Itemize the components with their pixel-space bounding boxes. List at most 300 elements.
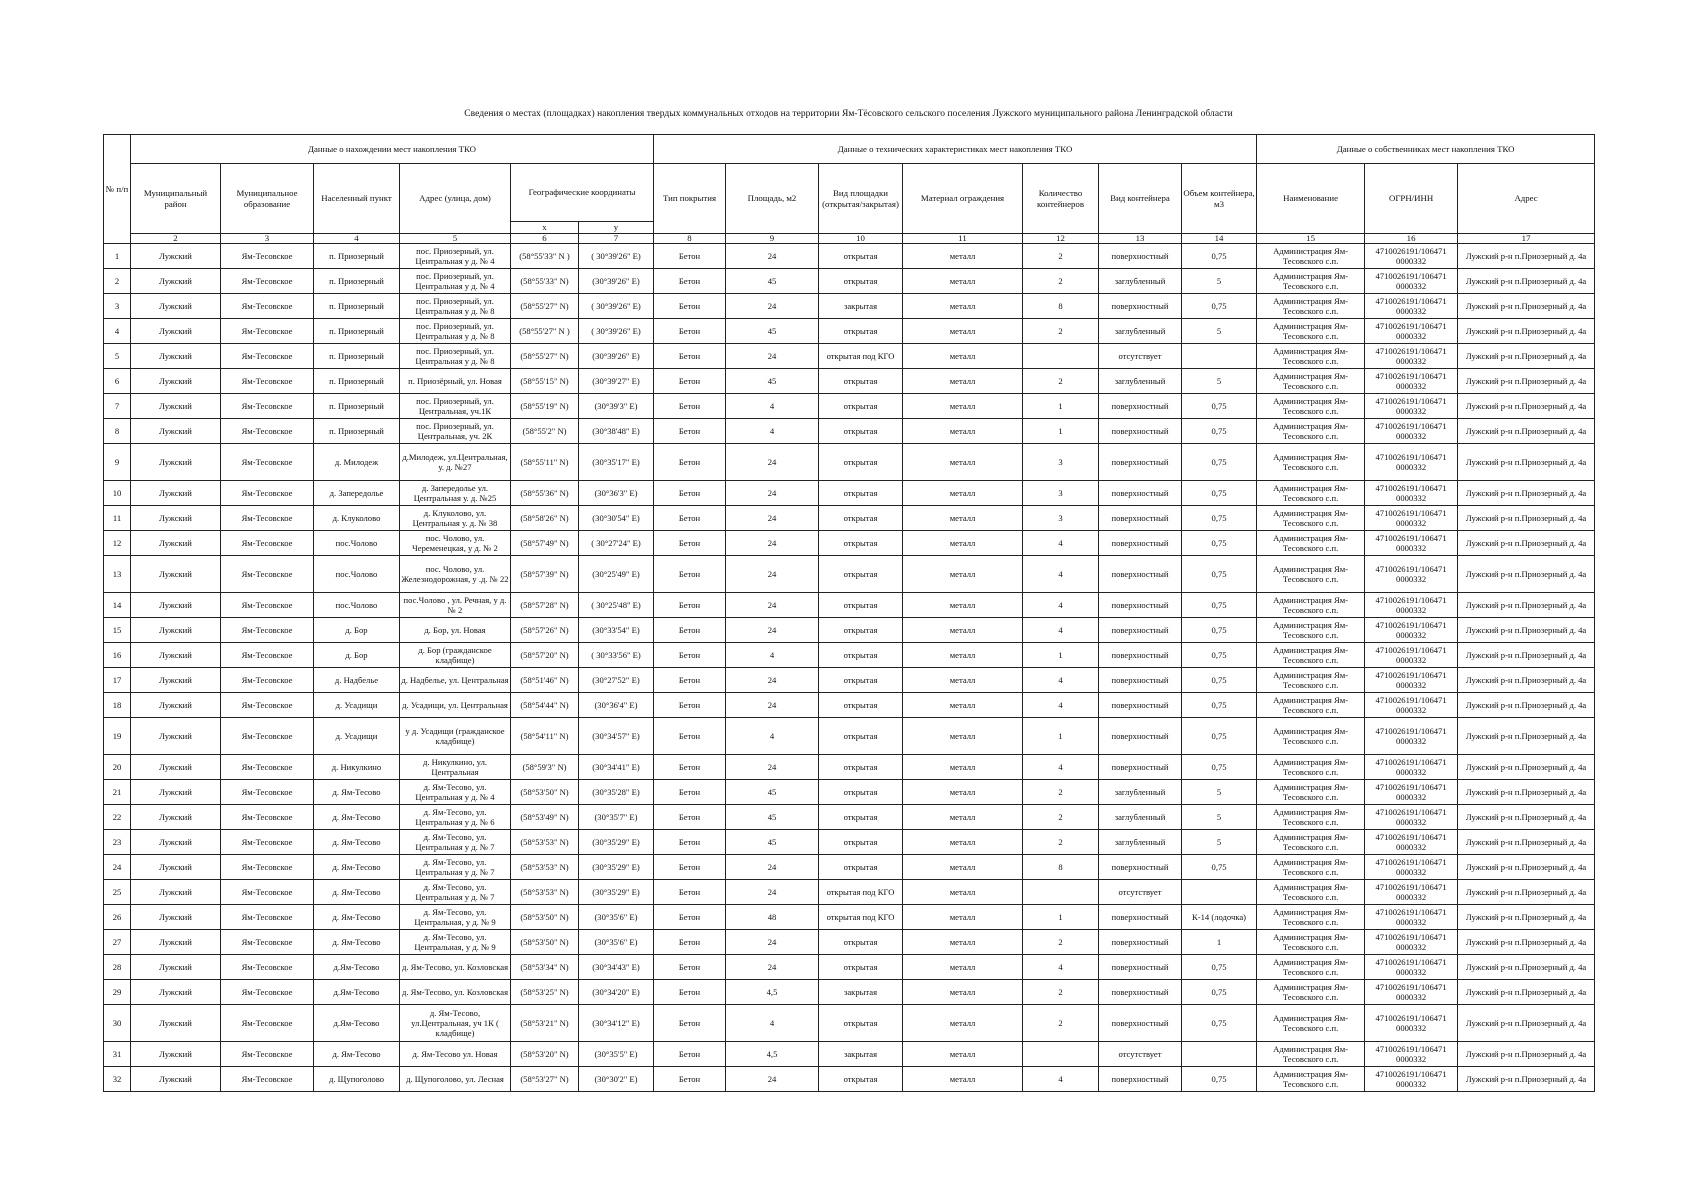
column-number: 9: [726, 234, 819, 244]
cell-owner-name: Администрация Ям-Тесовского с.п.: [1257, 1005, 1365, 1042]
col-container-type: Вид контейнера: [1099, 164, 1182, 234]
cell-num: 31: [104, 1042, 131, 1067]
table-row: [104, 556, 1595, 593]
cell-fence: металл: [903, 394, 1023, 419]
cell-num: 8: [104, 419, 131, 444]
cell-volume: 0,75: [1182, 668, 1257, 693]
cell-area: 24: [726, 618, 819, 643]
cell-owner-address: Лужский р-н п.Приозерный д. 4а: [1458, 1005, 1595, 1042]
cell-municipality: Ям-Тесовское: [221, 294, 314, 319]
cell-num: 16: [104, 643, 131, 668]
cell-owner-address: Лужский р-н п.Приозерный д. 4а: [1458, 319, 1595, 344]
cell-volume: [1182, 1042, 1257, 1067]
cell-container-type: заглубленный: [1099, 319, 1182, 344]
cell-coord-x: (58°55'33" N ): [511, 244, 579, 269]
cell-num: 12: [104, 531, 131, 556]
cell-num: 5: [104, 344, 131, 369]
cell-fence: металл: [903, 1042, 1023, 1067]
cell-settlement: пос.Чолово: [314, 593, 400, 618]
cell-site-type: открытая: [819, 269, 903, 294]
cell-area: 24: [726, 693, 819, 718]
cell-num: 15: [104, 618, 131, 643]
cell-ogrn: 4710026191/106471 0000332: [1365, 955, 1458, 980]
col-settlement: Населенный пункт: [314, 164, 400, 234]
cell-coord-y: (30°30'54" E): [579, 506, 654, 531]
cell-area: 4: [726, 419, 819, 444]
cell-volume: 0,75: [1182, 531, 1257, 556]
cell-container-type: поверхностный: [1099, 618, 1182, 643]
cell-count: 1: [1023, 905, 1099, 930]
cell-count: 2: [1023, 805, 1099, 830]
cell-count: 2: [1023, 319, 1099, 344]
cell-settlement: д. Усадищи: [314, 718, 400, 755]
cell-coord-x: (58°53'21" N): [511, 1005, 579, 1042]
table-row: [104, 980, 1595, 1005]
cell-volume: 0,75: [1182, 593, 1257, 618]
cell-address: д. Запередолье ул. Центральная у. д. №25: [400, 481, 511, 506]
cell-owner-name: Администрация Ям-Тесовского с.п.: [1257, 855, 1365, 880]
cell-municipality: Ям-Тесовское: [221, 905, 314, 930]
cell-site-type: открытая: [819, 955, 903, 980]
cell-municipality: Ям-Тесовское: [221, 880, 314, 905]
cell-area: 24: [726, 880, 819, 905]
cell-site-type: открытая: [819, 506, 903, 531]
column-number: 6: [511, 234, 579, 244]
cell-count: 2: [1023, 369, 1099, 394]
cell-settlement: д. Запередолье: [314, 481, 400, 506]
cell-site-type: открытая: [819, 755, 903, 780]
cell-owner-address: Лужский р-н п.Приозерный д. 4а: [1458, 855, 1595, 880]
cell-container-type: поверхностный: [1099, 419, 1182, 444]
cell-volume: [1182, 344, 1257, 369]
cell-municipality: Ям-Тесовское: [221, 531, 314, 556]
cell-container-type: поверхностный: [1099, 855, 1182, 880]
cell-fence: металл: [903, 556, 1023, 593]
cell-cover: Бетон: [654, 444, 726, 481]
cell-owner-name: Администрация Ям-Тесовского с.п.: [1257, 593, 1365, 618]
cell-volume: 0,75: [1182, 244, 1257, 269]
cell-site-type: открытая: [819, 930, 903, 955]
cell-address: д. Ям-Тесово, ул. Козловская: [400, 980, 511, 1005]
cell-address: пос. Приозерный, ул. Центральная, уч.1К: [400, 394, 511, 419]
cell-cover: Бетон: [654, 1042, 726, 1067]
cell-ogrn: 4710026191/106471 0000332: [1365, 1067, 1458, 1092]
cell-num: 26: [104, 905, 131, 930]
cell-owner-address: Лужский р-н п.Приозерный д. 4а: [1458, 481, 1595, 506]
cell-settlement: д. Ям-Тесово: [314, 780, 400, 805]
cell-municipality: Ям-Тесовское: [221, 693, 314, 718]
cell-ogrn: 4710026191/106471 0000332: [1365, 980, 1458, 1005]
cell-owner-address: Лужский р-н п.Приозерный д. 4а: [1458, 668, 1595, 693]
cell-coord-x: (58°57'28" N): [511, 593, 579, 618]
cell-num: 30: [104, 1005, 131, 1042]
cell-owner-address: Лужский р-н п.Приозерный д. 4а: [1458, 269, 1595, 294]
cell-coord-x: (58°53'50" N): [511, 780, 579, 805]
cell-container-type: отсутствует: [1099, 880, 1182, 905]
cell-cover: Бетон: [654, 780, 726, 805]
table-row: [104, 618, 1595, 643]
cell-cover: Бетон: [654, 755, 726, 780]
cell-num: 18: [104, 693, 131, 718]
cell-num: 2: [104, 269, 131, 294]
cell-num: 29: [104, 980, 131, 1005]
cell-settlement: п. Приозерный: [314, 369, 400, 394]
cell-settlement: д. Ям-Тесово: [314, 880, 400, 905]
cell-container-type: поверхностный: [1099, 506, 1182, 531]
cell-ogrn: 4710026191/106471 0000332: [1365, 693, 1458, 718]
cell-num: 20: [104, 755, 131, 780]
col-x: x: [511, 222, 579, 234]
cell-coord-x: (58°53'53" N): [511, 830, 579, 855]
cell-fence: металл: [903, 693, 1023, 718]
cell-area: 45: [726, 319, 819, 344]
cell-count: 2: [1023, 780, 1099, 805]
cell-coord-x: (58°55'33" N): [511, 269, 579, 294]
table-row: [104, 780, 1595, 805]
table-row: [104, 1005, 1595, 1042]
cell-coord-x: (58°53'53" N): [511, 880, 579, 905]
cell-address: пос. Приозерный, ул. Центральная у д. № 4: [400, 244, 511, 269]
cell-cover: Бетон: [654, 880, 726, 905]
cell-municipality: Ям-Тесовское: [221, 419, 314, 444]
table-row: [104, 955, 1595, 980]
cell-owner-name: Администрация Ям-Тесовского с.п.: [1257, 643, 1365, 668]
cell-container-type: заглубленный: [1099, 369, 1182, 394]
cell-coord-x: (58°53'25" N): [511, 980, 579, 1005]
cell-address: у д. Усадищи (гражданское кладбище): [400, 718, 511, 755]
cell-cover: Бетон: [654, 244, 726, 269]
cell-num: 10: [104, 481, 131, 506]
table-row: [104, 419, 1595, 444]
cell-owner-name: Администрация Ям-Тесовского с.п.: [1257, 930, 1365, 955]
cell-address: д. Ям-Тесово, ул. Центральная у д. № 7: [400, 855, 511, 880]
cell-coord-y: (30°35'28" E): [579, 780, 654, 805]
cell-municipality: Ям-Тесовское: [221, 444, 314, 481]
cell-fence: металл: [903, 294, 1023, 319]
cell-area: 24: [726, 481, 819, 506]
cell-owner-address: Лужский р-н п.Приозерный д. 4а: [1458, 930, 1595, 955]
table-row: [104, 830, 1595, 855]
cell-container-type: поверхностный: [1099, 294, 1182, 319]
cell-fence: металл: [903, 780, 1023, 805]
cell-address: д. Усадищи, ул. Центральная: [400, 693, 511, 718]
cell-owner-address: Лужский р-н п.Приозерный д. 4а: [1458, 693, 1595, 718]
table-row: [104, 805, 1595, 830]
cell-site-type: открытая: [819, 830, 903, 855]
cell-address: д. Ям-Тесово, ул. Центральная у д. № 6: [400, 805, 511, 830]
cell-settlement: пос.Чолово: [314, 531, 400, 556]
cell-district: Лужский: [131, 718, 221, 755]
cell-municipality: Ям-Тесовское: [221, 643, 314, 668]
cell-volume: 0,75: [1182, 444, 1257, 481]
cell-cover: Бетон: [654, 269, 726, 294]
cell-owner-name: Администрация Ям-Тесовского с.п.: [1257, 244, 1365, 269]
cell-owner-name: Администрация Ям-Тесовского с.п.: [1257, 755, 1365, 780]
cell-volume: 0,75: [1182, 955, 1257, 980]
cell-address: д. Ям-Тесово, ул. Козловская: [400, 955, 511, 980]
cell-settlement: д.Ям-Тесово: [314, 1005, 400, 1042]
cell-district: Лужский: [131, 905, 221, 930]
cell-site-type: открытая: [819, 556, 903, 593]
cell-owner-address: Лужский р-н п.Приозерный д. 4а: [1458, 830, 1595, 855]
cell-address: д. Щупоголово, ул. Лесная: [400, 1067, 511, 1092]
cell-address: д. Ям-Тесово, ул.Центральная, уч 1К ( кладбище): [400, 1005, 511, 1042]
cell-cover: Бетон: [654, 344, 726, 369]
cell-volume: 5: [1182, 369, 1257, 394]
cell-ogrn: 4710026191/106471 0000332: [1365, 531, 1458, 556]
cell-site-type: открытая: [819, 394, 903, 419]
cell-coord-y: ( 30°39'26" E): [579, 244, 654, 269]
cell-volume: 5: [1182, 805, 1257, 830]
cell-settlement: д. Милодеж: [314, 444, 400, 481]
cell-owner-name: Администрация Ям-Тесовского с.п.: [1257, 269, 1365, 294]
cell-owner-address: Лужский р-н п.Приозерный д. 4а: [1458, 419, 1595, 444]
cell-municipality: Ям-Тесовское: [221, 668, 314, 693]
cell-ogrn: 4710026191/106471 0000332: [1365, 369, 1458, 394]
cell-site-type: открытая под КГО: [819, 880, 903, 905]
cell-volume: 0,75: [1182, 556, 1257, 593]
cell-ogrn: 4710026191/106471 0000332: [1365, 244, 1458, 269]
cell-volume: 0,75: [1182, 755, 1257, 780]
cell-container-type: поверхностный: [1099, 444, 1182, 481]
column-number: 16: [1365, 234, 1458, 244]
cell-container-type: поверхностный: [1099, 531, 1182, 556]
cell-fence: металл: [903, 593, 1023, 618]
cell-count: 4: [1023, 556, 1099, 593]
cell-count: [1023, 1042, 1099, 1067]
table-row: [104, 369, 1595, 394]
cell-count: [1023, 344, 1099, 369]
column-number: 13: [1099, 234, 1182, 244]
col-owner-address: Адрес: [1458, 164, 1595, 234]
cell-owner-name: Администрация Ям-Тесовского с.п.: [1257, 880, 1365, 905]
cell-owner-address: Лужский р-н п.Приозерный д. 4а: [1458, 955, 1595, 980]
cell-site-type: открытая: [819, 593, 903, 618]
col-y: y: [579, 222, 654, 234]
cell-coord-x: (58°57'26" N): [511, 618, 579, 643]
cell-address: д. Ям-Тесово, ул. Центральная у д. № 7: [400, 830, 511, 855]
cell-municipality: Ям-Тесовское: [221, 394, 314, 419]
cell-container-type: поверхностный: [1099, 905, 1182, 930]
cell-site-type: открытая под КГО: [819, 344, 903, 369]
cell-address: д. Ям-Тесово, ул. Центральная, у д. № 9: [400, 905, 511, 930]
table-row: [104, 319, 1595, 344]
cell-coord-x: (58°53'50" N): [511, 930, 579, 955]
cell-count: 8: [1023, 855, 1099, 880]
cell-district: Лужский: [131, 880, 221, 905]
cell-owner-address: Лужский р-н п.Приозерный д. 4а: [1458, 1067, 1595, 1092]
cell-count: 4: [1023, 693, 1099, 718]
cell-district: Лужский: [131, 481, 221, 506]
cell-district: Лужский: [131, 1005, 221, 1042]
cell-owner-address: Лужский р-н п.Приозерный д. 4а: [1458, 506, 1595, 531]
cell-cover: Бетон: [654, 419, 726, 444]
cell-ogrn: 4710026191/106471 0000332: [1365, 905, 1458, 930]
cell-owner-name: Администрация Ям-Тесовского с.п.: [1257, 830, 1365, 855]
table-row: [104, 1067, 1595, 1092]
cell-fence: металл: [903, 244, 1023, 269]
cell-cover: Бетон: [654, 830, 726, 855]
cell-volume: 0,75: [1182, 294, 1257, 319]
cell-site-type: закрытая: [819, 1042, 903, 1067]
cell-volume: 0,75: [1182, 855, 1257, 880]
cell-coord-x: (58°55'27" N): [511, 344, 579, 369]
cell-municipality: Ям-Тесовское: [221, 855, 314, 880]
cell-ogrn: 4710026191/106471 0000332: [1365, 755, 1458, 780]
cell-ogrn: 4710026191/106471 0000332: [1365, 668, 1458, 693]
table-row: [104, 394, 1595, 419]
cell-owner-address: Лужский р-н п.Приозерный д. 4а: [1458, 244, 1595, 269]
cell-coord-y: (30°38'48" E): [579, 419, 654, 444]
cell-container-type: поверхностный: [1099, 955, 1182, 980]
cell-container-type: отсутствует: [1099, 344, 1182, 369]
cell-volume: 0,75: [1182, 1005, 1257, 1042]
cell-fence: металл: [903, 855, 1023, 880]
cell-owner-name: Администрация Ям-Тесовского с.п.: [1257, 618, 1365, 643]
cell-fence: металл: [903, 955, 1023, 980]
cell-num: 14: [104, 593, 131, 618]
cell-municipality: Ям-Тесовское: [221, 556, 314, 593]
cell-municipality: Ям-Тесовское: [221, 1067, 314, 1092]
cell-fence: металл: [903, 531, 1023, 556]
cell-area: 45: [726, 780, 819, 805]
cell-ogrn: 4710026191/106471 0000332: [1365, 394, 1458, 419]
cell-coord-y: (30°39'26" E): [579, 269, 654, 294]
cell-site-type: открытая: [819, 244, 903, 269]
cell-coord-y: ( 30°27'24" E): [579, 531, 654, 556]
cell-settlement: д. Никулкино: [314, 755, 400, 780]
cell-site-type: открытая: [819, 481, 903, 506]
column-number: 11: [903, 234, 1023, 244]
cell-area: 24: [726, 344, 819, 369]
cell-owner-name: Администрация Ям-Тесовского с.п.: [1257, 444, 1365, 481]
cell-address: д. Ям-Тесово, ул. Центральная у д. № 4: [400, 780, 511, 805]
cell-container-type: поверхностный: [1099, 693, 1182, 718]
cell-owner-address: Лужский р-н п.Приозерный д. 4а: [1458, 394, 1595, 419]
cell-site-type: открытая: [819, 718, 903, 755]
cell-owner-name: Администрация Ям-Тесовского с.п.: [1257, 718, 1365, 755]
cell-ogrn: 4710026191/106471 0000332: [1365, 718, 1458, 755]
cell-volume: 0,75: [1182, 618, 1257, 643]
cell-municipality: Ям-Тесовское: [221, 755, 314, 780]
cell-district: Лужский: [131, 1042, 221, 1067]
cell-cover: Бетон: [654, 693, 726, 718]
table-row: [104, 718, 1595, 755]
cell-container-type: поверхностный: [1099, 481, 1182, 506]
cell-volume: 0,75: [1182, 394, 1257, 419]
table-row: [104, 693, 1595, 718]
cell-ogrn: 4710026191/106471 0000332: [1365, 419, 1458, 444]
cell-district: Лужский: [131, 1067, 221, 1092]
cell-owner-address: Лужский р-н п.Приозерный д. 4а: [1458, 556, 1595, 593]
cell-owner-name: Администрация Ям-Тесовского с.п.: [1257, 980, 1365, 1005]
cell-volume: 1: [1182, 930, 1257, 955]
cell-coord-x: (58°57'39" N): [511, 556, 579, 593]
cell-area: 24: [726, 556, 819, 593]
cell-coord-x: (58°53'53" N): [511, 855, 579, 880]
cell-owner-address: Лужский р-н п.Приозерный д. 4а: [1458, 531, 1595, 556]
cell-owner-name: Администрация Ям-Тесовского с.п.: [1257, 955, 1365, 980]
cell-area: 24: [726, 855, 819, 880]
cell-cover: Бетон: [654, 855, 726, 880]
cell-coord-x: (58°55'19" N): [511, 394, 579, 419]
cell-coord-y: ( 30°33'56" E): [579, 643, 654, 668]
cell-owner-address: Лужский р-н п.Приозерный д. 4а: [1458, 880, 1595, 905]
cell-owner-name: Администрация Ям-Тесовского с.п.: [1257, 805, 1365, 830]
cell-num: 3: [104, 294, 131, 319]
cell-address: пос.Чолово , ул. Речная, у д. № 2: [400, 593, 511, 618]
col-address: Адрес (улица, дом): [400, 164, 511, 234]
cell-site-type: открытая: [819, 531, 903, 556]
cell-site-type: открытая: [819, 668, 903, 693]
cell-count: 4: [1023, 593, 1099, 618]
cell-site-type: открытая: [819, 780, 903, 805]
cell-volume: 0,75: [1182, 481, 1257, 506]
cell-address: пос. Приозерный, ул. Центральная у д. № 8: [400, 294, 511, 319]
cell-area: 45: [726, 830, 819, 855]
cell-num: 19: [104, 718, 131, 755]
cell-cover: Бетон: [654, 805, 726, 830]
cell-owner-address: Лужский р-н п.Приозерный д. 4а: [1458, 780, 1595, 805]
cell-fence: металл: [903, 506, 1023, 531]
cell-num: 23: [104, 830, 131, 855]
cell-coord-x: (58°55'2" N): [511, 419, 579, 444]
cell-ogrn: 4710026191/106471 0000332: [1365, 593, 1458, 618]
cell-count: 2: [1023, 830, 1099, 855]
cell-address: пос. Чолово, ул. Железнодорожная, у .д. № 22: [400, 556, 511, 593]
cell-district: Лужский: [131, 618, 221, 643]
cell-coord-x: (58°55'36" N): [511, 481, 579, 506]
column-number: 10: [819, 234, 903, 244]
cell-coord-x: (58°57'20" N): [511, 643, 579, 668]
cell-area: 24: [726, 1067, 819, 1092]
cell-site-type: открытая под КГО: [819, 905, 903, 930]
document-title: Сведения о местах (площадках) накопления твердых коммунальных отходов на территории Ям-Тёсовского сельского поселения Лужского муниципального района Ленинградской области: [464, 109, 1233, 119]
cell-owner-name: Администрация Ям-Тесовского с.п.: [1257, 481, 1365, 506]
column-number: 7: [579, 234, 654, 244]
tko-registry-table: [103, 134, 1595, 1092]
cell-fence: металл: [903, 643, 1023, 668]
cell-volume: 0,75: [1182, 1067, 1257, 1092]
cell-site-type: закрытая: [819, 294, 903, 319]
cell-container-type: поверхностный: [1099, 980, 1182, 1005]
cell-container-type: поверхностный: [1099, 668, 1182, 693]
column-number: 15: [1257, 234, 1365, 244]
cell-coord-y: (30°35'29" E): [579, 855, 654, 880]
cell-fence: металл: [903, 668, 1023, 693]
cell-fence: металл: [903, 1067, 1023, 1092]
cell-municipality: Ям-Тесовское: [221, 930, 314, 955]
table-row: [104, 755, 1595, 780]
cell-num: 21: [104, 780, 131, 805]
cell-area: 4: [726, 718, 819, 755]
cell-count: 1: [1023, 394, 1099, 419]
cell-municipality: Ям-Тесовское: [221, 593, 314, 618]
cell-volume: 0,75: [1182, 718, 1257, 755]
cell-area: 24: [726, 755, 819, 780]
cell-coord-x: (58°54'44" N): [511, 693, 579, 718]
cell-district: Лужский: [131, 693, 221, 718]
cell-settlement: д. Ям-Тесово: [314, 1042, 400, 1067]
table-row: [104, 444, 1595, 481]
table-row: [104, 593, 1595, 618]
cell-fence: металл: [903, 319, 1023, 344]
cell-district: Лужский: [131, 668, 221, 693]
cell-cover: Бетон: [654, 531, 726, 556]
cell-owner-name: Администрация Ям-Тесовского с.п.: [1257, 905, 1365, 930]
cell-ogrn: 4710026191/106471 0000332: [1365, 880, 1458, 905]
cell-settlement: д. Ям-Тесово: [314, 830, 400, 855]
